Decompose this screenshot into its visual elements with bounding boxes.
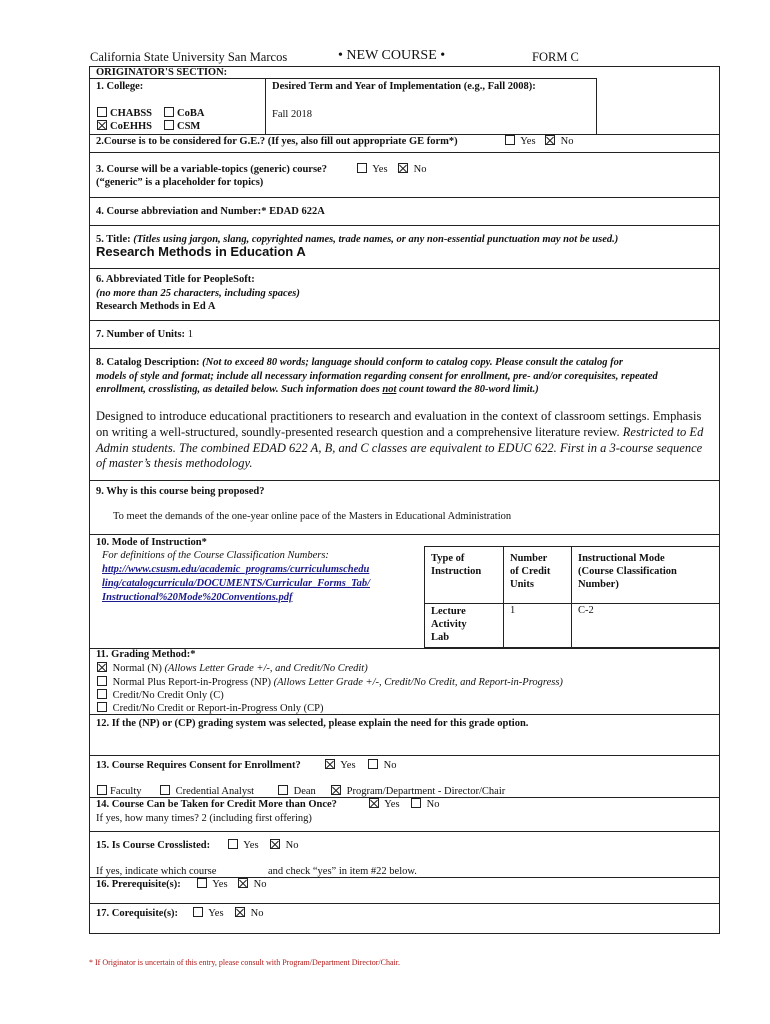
q17-yes-option[interactable]: Yes	[193, 907, 224, 919]
lecture-mode-value: C-2	[578, 605, 594, 616]
checkbox-checked[interactable]	[235, 907, 245, 917]
checkbox-checked[interactable]	[270, 839, 280, 849]
divider	[89, 197, 719, 198]
checkbox-checked[interactable]	[545, 135, 555, 145]
checkbox[interactable]	[368, 759, 378, 769]
q3-note: (“generic” is a placeholder for topics)	[96, 177, 264, 188]
checkbox[interactable]	[411, 798, 421, 808]
q6-label: 6. Abbreviated Title for PeopleSoft:	[96, 274, 255, 285]
q5-title-value: Research Methods in Education A	[96, 244, 306, 259]
term-label: Desired Term and Year of Implementation (e.g., Fall 2008):	[272, 81, 536, 92]
checkbox[interactable]	[505, 135, 515, 145]
q17-no-option[interactable]: No	[235, 907, 263, 919]
checkbox-checked[interactable]	[97, 662, 107, 672]
table-type-list: Lecture Activity Lab	[431, 606, 467, 643]
divider	[89, 225, 719, 226]
q8-description-line-2: on writing a well-structured, soundly-presented research question and a comprehensive literature review. Restricted to Ed	[96, 425, 704, 439]
checkbox[interactable]	[357, 163, 367, 173]
checkbox[interactable]	[97, 689, 107, 699]
grading-option-normal-plus[interactable]: Normal Plus Report-in-Progress (NP) (Allows Letter Grade +/-, Credit/No Credit, and Report-in-Progress)	[97, 676, 563, 688]
university-name: California State University San Marcos	[90, 50, 288, 64]
q6-note: (no more than 25 characters, including spaces)	[96, 288, 300, 299]
q4-course-number: 4. Course abbreviation and Number:* EDAD 622A	[96, 206, 325, 217]
college-option-csm[interactable]: CSM	[164, 120, 200, 132]
divider	[89, 480, 719, 481]
checkbox[interactable]	[97, 107, 107, 117]
q13-no-option[interactable]: No	[368, 759, 396, 771]
checkbox[interactable]	[228, 839, 238, 849]
checkbox-checked[interactable]	[325, 759, 335, 769]
q8-description-line-3: Admin students. The combined EDAD 622 A, B, and C classes are equivalent to EDUC 622. First in a 3-course sequence	[96, 441, 703, 455]
q8-description-line-1: Designed to introduce educational practitioners to research and evaluation in the context of classroom settings. Emphasis	[96, 409, 702, 423]
q13-yes-option[interactable]: Yes	[325, 759, 356, 771]
q16-no-option[interactable]: No	[238, 878, 266, 890]
q2-no-option[interactable]: No	[545, 135, 573, 147]
consent-option-dean[interactable]: Dean	[278, 785, 316, 797]
form-title: • NEW COURSE •	[338, 48, 446, 63]
divider	[89, 755, 719, 756]
q15-yes-option[interactable]: Yes	[228, 839, 259, 851]
checkbox-checked[interactable]	[238, 878, 248, 888]
checkbox[interactable]	[97, 785, 107, 795]
table-row-divider	[424, 603, 720, 604]
college-option-coehhs[interactable]: CoEHHS	[97, 120, 152, 132]
q3-yes-option[interactable]: Yes	[357, 163, 388, 175]
checkbox[interactable]	[164, 107, 174, 117]
q10-link-line-1[interactable]: http://www.csusm.edu/academic_programs/curriculumschedu	[102, 564, 370, 575]
divider	[89, 534, 719, 535]
table-header-mode: Instructional Mode (Course Classification Number)	[578, 553, 677, 590]
q15-followup-b: and check “yes” in item #22 below.	[268, 866, 417, 877]
q8-note-line-2: models of style and format; include all necessary information regarding consent for enrollment, pre- and/or corequisites, repeated	[96, 371, 658, 382]
q15-question: 15. Is Course Crosslisted:	[96, 840, 211, 851]
q9-label: 9. Why is this course being proposed?	[96, 486, 265, 497]
checkbox[interactable]	[193, 907, 203, 917]
table-header-units: Number of Credit Units	[510, 553, 551, 590]
q12-question: 12. If the (NP) or (CP) grading system was selected, please explain the need for this grade option.	[96, 718, 529, 729]
checkbox[interactable]	[97, 702, 107, 712]
checkbox-checked[interactable]	[398, 163, 408, 173]
consent-option-faculty[interactable]: Faculty	[97, 785, 142, 797]
q16-yes-option[interactable]: Yes	[197, 878, 228, 890]
grading-option-credit-no-credit[interactable]: Credit/No Credit Only (C)	[97, 689, 224, 701]
q8-note-line-3: enrollment, crosslisting, as detailed below. Such information does not count toward the 80-word limit.)	[96, 384, 539, 395]
q16-question: 16. Prerequisite(s):	[96, 879, 181, 890]
checkbox[interactable]	[278, 785, 288, 795]
q10-link-line-3[interactable]: Instructional%20Mode%20Conventions.pdf	[102, 592, 293, 603]
q3-no-option[interactable]: No	[398, 163, 426, 175]
q14-yes-option[interactable]: Yes	[369, 798, 400, 810]
q2-yes-option[interactable]: Yes	[505, 135, 536, 147]
q10-label: 10. Mode of Instruction*	[96, 537, 207, 548]
lecture-units-value: 1	[510, 605, 516, 616]
divider	[89, 268, 719, 269]
divider	[89, 714, 719, 715]
q13-question: 13. Course Requires Consent for Enrollment?	[96, 760, 301, 771]
term-value: Fall 2018	[272, 109, 312, 120]
divider	[89, 152, 719, 153]
divider	[89, 348, 719, 349]
q10-note: For definitions of the Course Classification Numbers:	[102, 550, 329, 561]
divider	[89, 320, 719, 321]
consent-option-credential-analyst[interactable]: Credential Analyst	[160, 785, 254, 797]
divider	[89, 831, 719, 832]
college-option-chabss[interactable]: CHABSS	[97, 107, 152, 119]
divider	[265, 78, 266, 134]
q17-question: 17. Corequisite(s):	[96, 908, 179, 919]
checkbox-checked[interactable]	[331, 785, 341, 795]
q14-times: If yes, how many times? 2 (including first offering)	[96, 813, 312, 824]
q8-label-row: 8. Catalog Description: (Not to exceed 80 words; language should conform to catalog copy. Please consult the catalog for	[96, 357, 623, 368]
q14-no-option[interactable]: No	[411, 798, 439, 810]
divider	[89, 877, 719, 878]
footnote: * If Originator is uncertain of this entry, please consult with Program/Department Director/Chair.	[89, 958, 400, 967]
grading-option-normal[interactable]: Normal (N) (Allows Letter Grade +/-, and Credit/No Credit)	[97, 662, 368, 674]
checkbox[interactable]	[164, 120, 174, 130]
divider	[89, 134, 719, 135]
checkbox[interactable]	[197, 878, 207, 888]
college-option-coba[interactable]: CoBA	[164, 107, 204, 119]
grading-option-credit-rip[interactable]: Credit/No Credit or Report-in-Progress Only (CP)	[97, 702, 323, 714]
checkbox-checked[interactable]	[369, 798, 379, 808]
form-id: FORM C	[532, 50, 579, 64]
table-col-divider	[503, 546, 504, 648]
checkbox-checked[interactable]	[97, 120, 107, 130]
divider	[596, 78, 597, 134]
divider	[89, 78, 596, 79]
q3-question: 3. Course will be a variable-topics (generic) course?	[96, 164, 327, 175]
divider	[89, 903, 719, 904]
q7-units: 7. Number of Units: 1	[96, 329, 193, 340]
checkbox[interactable]	[97, 676, 107, 686]
q9-value: To meet the demands of the one-year online pace of the Masters in Educational Administration	[113, 511, 512, 522]
q10-link-line-2[interactable]: ling/catalogcurricula/DOCUMENTS/Curricular_Forms_Tab/	[102, 578, 371, 589]
q14-question: 14. Course Can be Taken for Credit More than Once?	[96, 799, 337, 810]
originator-section-label: ORIGINATOR'S SECTION:	[96, 67, 228, 78]
q11-label: 11. Grading Method:*	[96, 649, 196, 660]
college-label: 1. College:	[96, 81, 144, 92]
checkbox[interactable]	[160, 785, 170, 795]
q6-value: Research Methods in Ed A	[96, 301, 216, 312]
divider	[89, 797, 719, 798]
table-col-divider	[571, 546, 572, 648]
q8-description-line-4: of master’s thesis methodology.	[96, 456, 253, 470]
q15-followup-a: If yes, indicate which course	[96, 866, 217, 877]
q15-no-option[interactable]: No	[270, 839, 298, 851]
table-header-type: Type of Instruction	[431, 553, 482, 577]
q5-label-row: 5. Title: (Titles using jargon, slang, copyrighted names, trade names, or any non-essential punctuation may not be used.)	[96, 234, 619, 245]
q2-question: 2.Course is to be considered for G.E.? (If yes, also fill out appropriate GE form*)	[96, 136, 458, 147]
consent-option-director-chair[interactable]: Program/Department - Director/Chair	[331, 785, 505, 797]
